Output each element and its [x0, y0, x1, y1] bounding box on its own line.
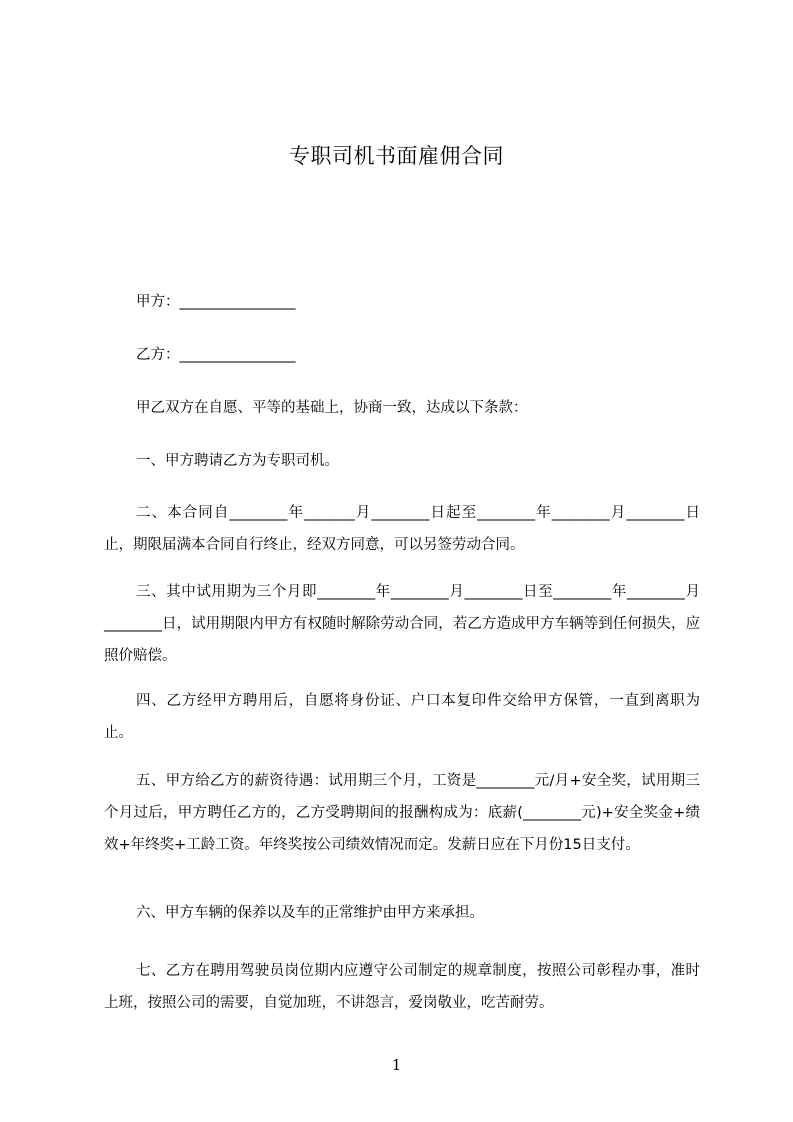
clause-2: 二、本合同自________年_______月________日起至________年________月________日止，期限届满本合同自行终止，经双方同意，可以另签劳动合同。: [104, 505, 700, 553]
clause-6: 六、甲方车辆的保养以及车的正常维护由甲方来承担。: [136, 905, 484, 921]
party-a-line: 甲方：________________: [136, 294, 296, 310]
clause-3: 三、其中试用期为三个月即________年________月________日至________年________月________日，试用期限内甲方有权随时解除劳动合同，若乙方造成甲方车辆等到任何损失，应照价赔偿。: [104, 584, 700, 664]
clause-4: 四、乙方经甲方聘用后，自愿将身份证、户口本复印件交给甲方保管，一直到离职为止。: [104, 693, 700, 741]
clause-7: 七、乙方在聘用驾驶员岗位期内应遵守公司制定的规章制度，按照公司彰程办事，准时上班，按照公司的需要，自觉加班，不讲怨言，爱岗敬业，吃苦耐劳。: [104, 963, 700, 1011]
page-number: 1: [391, 1056, 402, 1074]
clause-5: 五、甲方给乙方的薪资待遇：试用期三个月，工资是________元/月+安全奖，试用期三个月过后，甲方聘任乙方的，乙方受聘期间的报酬构成为：底薪(________元)+安全奖金+绩效+年终奖+工龄工资。年终奖按公司绩效情况而定。发薪日应在下月份15日支付。: [104, 773, 700, 853]
document-title: 专职司机书面雇佣合同: [289, 144, 504, 168]
party-b-line: 乙方：________________: [136, 347, 296, 363]
clause-1: 一、甲方聘请乙方为专职司机。: [136, 453, 339, 469]
intro-paragraph: 甲乙双方在自愿、平等的基础上，协商一致，达成以下条款：: [136, 400, 528, 416]
